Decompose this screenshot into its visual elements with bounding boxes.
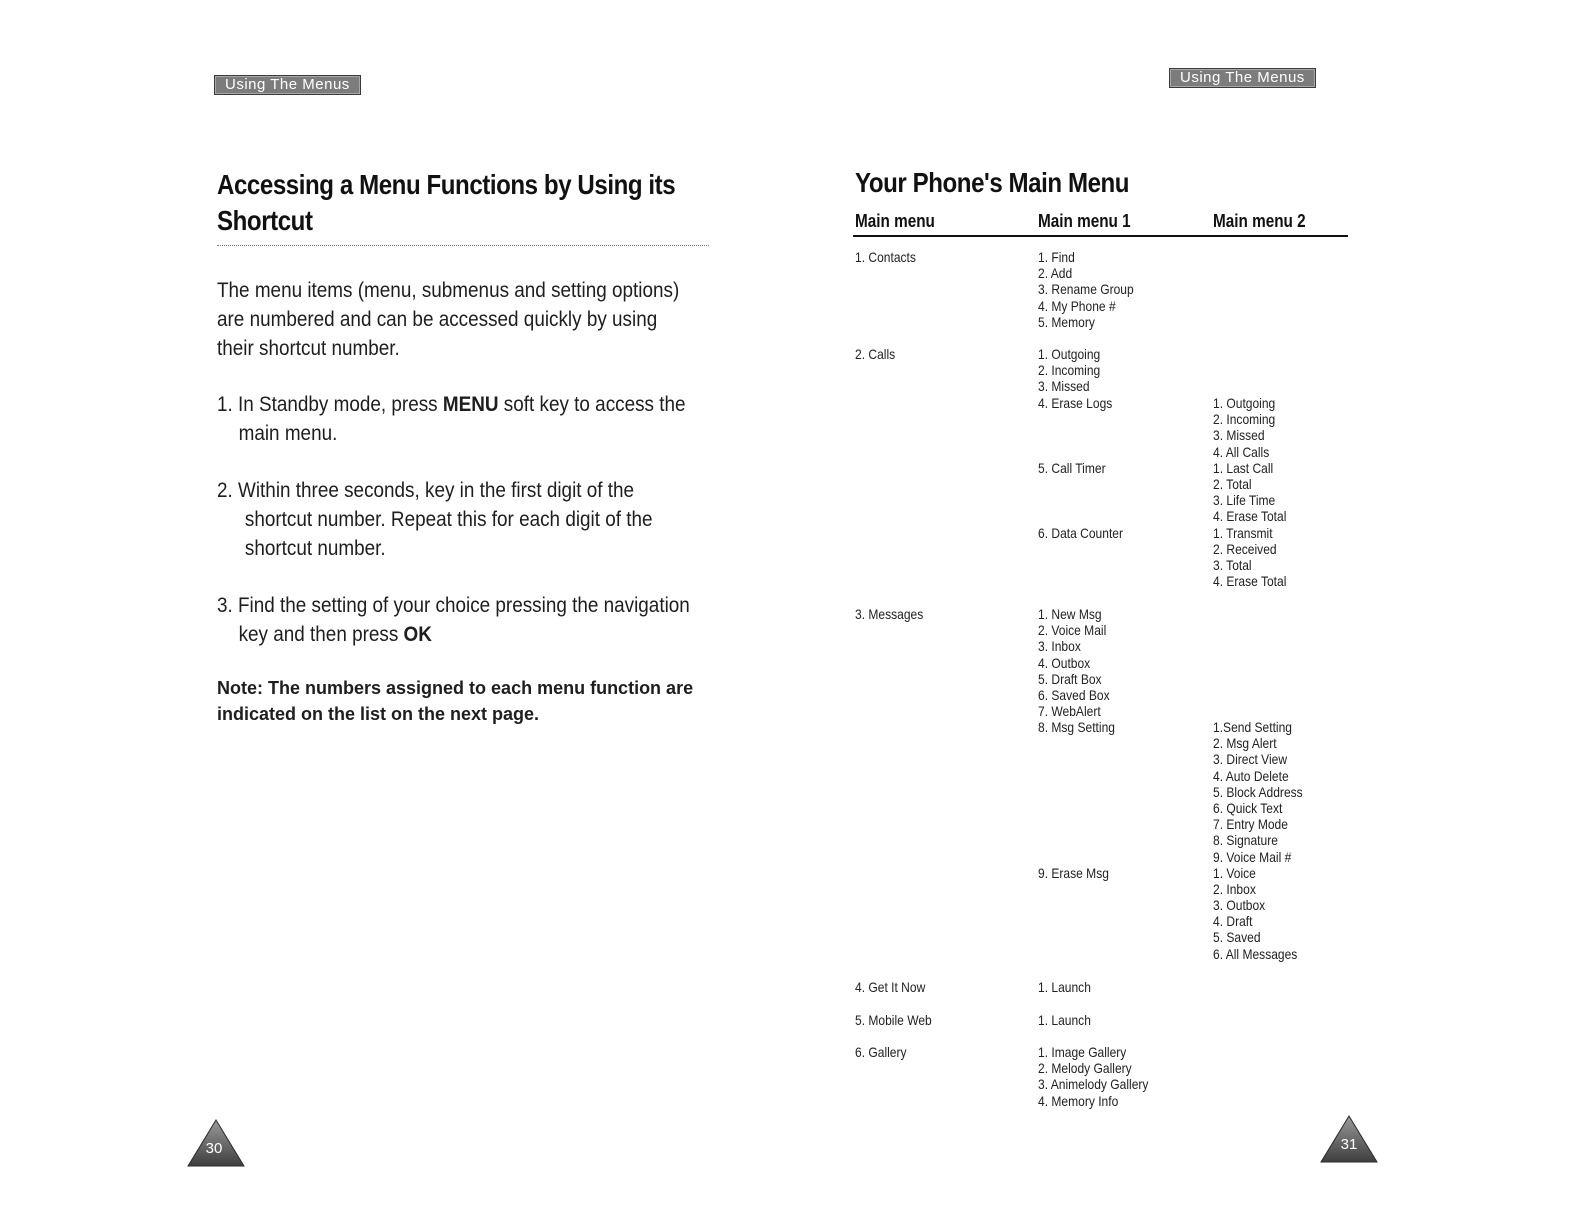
list-item: 8. Signature bbox=[1213, 832, 1278, 849]
step-text: main menu. bbox=[238, 422, 338, 445]
menu-key-label: MENU bbox=[442, 393, 499, 416]
intro-line: The menu items (menu, submenus and setting options) bbox=[217, 279, 680, 302]
list-item: 7. WebAlert bbox=[1038, 703, 1101, 720]
list-item: 4. Erase Logs bbox=[1038, 394, 1113, 411]
page-title: Your Phone's Main Menu bbox=[855, 167, 1130, 198]
step-1 bbox=[217, 390, 686, 448]
list-item: 1. New Msg bbox=[1038, 606, 1102, 622]
list-item: 1. Find bbox=[1038, 249, 1075, 265]
submenu-list bbox=[1213, 719, 1303, 962]
section-banner: Using The Menus bbox=[1169, 68, 1316, 88]
list-item: 4. Outbox bbox=[1038, 654, 1091, 671]
list-item: 3. Direct View bbox=[1213, 751, 1288, 768]
list-item: 5. Draft Box bbox=[1038, 670, 1102, 687]
step-text: key and then press bbox=[238, 623, 404, 646]
list-item: 1. Image Gallery bbox=[1038, 1044, 1127, 1060]
list-item: 3. Missed bbox=[1038, 378, 1090, 395]
column-header-main-menu: Main menu bbox=[855, 211, 935, 231]
page-number: 31 bbox=[1340, 1136, 1358, 1153]
section-banner: Using The Menus bbox=[214, 75, 361, 95]
list-item: 5. Call Timer bbox=[1038, 460, 1106, 476]
list-item: 3. Missed bbox=[1213, 427, 1265, 444]
note-text: The numbers assigned to each menu function are bbox=[263, 678, 694, 698]
list-item: 1. Last Call bbox=[1213, 459, 1274, 476]
step-text: 1. In Standby mode, press bbox=[217, 393, 443, 416]
main-menu-item: 5. Mobile Web bbox=[855, 1012, 932, 1028]
list-item: 6. Data Counter bbox=[1038, 525, 1124, 541]
page-title-line2: Shortcut bbox=[217, 205, 313, 236]
intro-paragraph bbox=[217, 276, 679, 363]
note bbox=[217, 675, 693, 727]
list-item: 3. Total bbox=[1213, 556, 1252, 573]
list-item: 6. All Messages bbox=[1213, 945, 1298, 962]
list-item: 1. Outgoing bbox=[1213, 395, 1276, 411]
list-item: 8. Msg Setting bbox=[1038, 719, 1115, 736]
list-item: 2. Voice Mail bbox=[1038, 622, 1107, 639]
list-item: 2. Total bbox=[1213, 475, 1252, 492]
page-number-triangle bbox=[186, 1118, 246, 1168]
list-item: 2. Melody Gallery bbox=[1038, 1060, 1132, 1077]
step-text: soft key to access the bbox=[498, 393, 686, 416]
list-item: 5. Saved bbox=[1213, 929, 1261, 946]
list-item: 7. Entry Mode bbox=[1213, 816, 1288, 833]
list-item: 4. All Calls bbox=[1213, 443, 1270, 460]
right-page bbox=[789, 0, 1578, 1221]
submenu-list bbox=[1213, 395, 1286, 589]
list-item: 4. Erase Total bbox=[1213, 573, 1287, 590]
list-item: 1. Launch bbox=[1038, 979, 1091, 995]
intro-line: their shortcut number. bbox=[217, 337, 400, 360]
list-item: 2. Add bbox=[1038, 265, 1073, 282]
submenu-list bbox=[1038, 1044, 1148, 1109]
list-item: 2. Msg Alert bbox=[1213, 735, 1277, 752]
list-item: 6. Quick Text bbox=[1213, 799, 1283, 816]
list-item: 9. Voice Mail # bbox=[1213, 848, 1292, 865]
step-3 bbox=[217, 591, 690, 649]
list-item: 5. Block Address bbox=[1213, 783, 1303, 800]
note-label: Note: bbox=[217, 678, 263, 698]
step-2 bbox=[217, 476, 653, 563]
submenu-list bbox=[1038, 606, 1115, 736]
page-number: 30 bbox=[205, 1140, 223, 1157]
list-item: 6. Saved Box bbox=[1038, 686, 1110, 703]
ok-key-label: OK bbox=[403, 623, 432, 646]
list-item: 2. Inbox bbox=[1213, 880, 1256, 897]
list-item: 3. Rename Group bbox=[1038, 281, 1134, 298]
list-item: 1. Transmit bbox=[1213, 524, 1273, 541]
list-item: 5. Memory bbox=[1038, 313, 1095, 330]
main-menu-item: 6. Gallery bbox=[855, 1044, 907, 1060]
list-item: 4. My Phone # bbox=[1038, 297, 1116, 314]
list-item: 3. Animelody Gallery bbox=[1038, 1076, 1149, 1093]
list-item: 1.Send Setting bbox=[1213, 719, 1292, 735]
list-item: 1. Outgoing bbox=[1038, 346, 1101, 362]
column-header-main-menu-1: Main menu 1 bbox=[1038, 211, 1131, 231]
list-item: 9. Erase Msg bbox=[1038, 865, 1109, 881]
step-text: 2. Within three seconds, key in the first digit of the bbox=[217, 479, 635, 502]
title-divider bbox=[217, 245, 709, 246]
step-text: shortcut number. bbox=[244, 537, 386, 560]
step-text: shortcut number. Repeat this for each digit of the bbox=[244, 508, 653, 531]
table-header-rule bbox=[853, 235, 1348, 237]
submenu-list bbox=[1038, 346, 1112, 411]
list-item: 3. Inbox bbox=[1038, 638, 1081, 655]
main-menu-item: 3. Messages bbox=[855, 606, 924, 622]
list-item: 1. Voice bbox=[1213, 864, 1256, 881]
column-header-main-menu-2: Main menu 2 bbox=[1213, 211, 1306, 231]
page-number-triangle bbox=[1319, 1114, 1379, 1164]
intro-line: are numbered and can be accessed quickly by using bbox=[217, 308, 658, 331]
main-menu-item: 2. Calls bbox=[855, 346, 896, 362]
list-item: 4. Memory Info bbox=[1038, 1092, 1119, 1109]
list-item: 2. Incoming bbox=[1213, 411, 1276, 428]
main-menu-item: 4. Get It Now bbox=[855, 979, 926, 995]
list-item: 4. Erase Total bbox=[1213, 508, 1287, 525]
list-item: 3. Life Time bbox=[1213, 492, 1276, 509]
list-item: 2. Incoming bbox=[1038, 362, 1101, 379]
list-item: 1. Launch bbox=[1038, 1012, 1091, 1028]
page-title-line1: Accessing a Menu Functions by Using its bbox=[217, 169, 676, 200]
list-item: 4. Auto Delete bbox=[1213, 767, 1289, 784]
main-menu-item: 1. Contacts bbox=[855, 249, 916, 265]
step-text: 3. Find the setting of your choice pressing the navigation bbox=[217, 594, 690, 617]
submenu-list bbox=[1038, 249, 1134, 330]
note-text: indicated on the list on the next page. bbox=[217, 704, 540, 724]
list-item: 4. Draft bbox=[1213, 913, 1253, 930]
list-item: 3. Outbox bbox=[1213, 897, 1266, 914]
list-item: 2. Received bbox=[1213, 540, 1277, 557]
